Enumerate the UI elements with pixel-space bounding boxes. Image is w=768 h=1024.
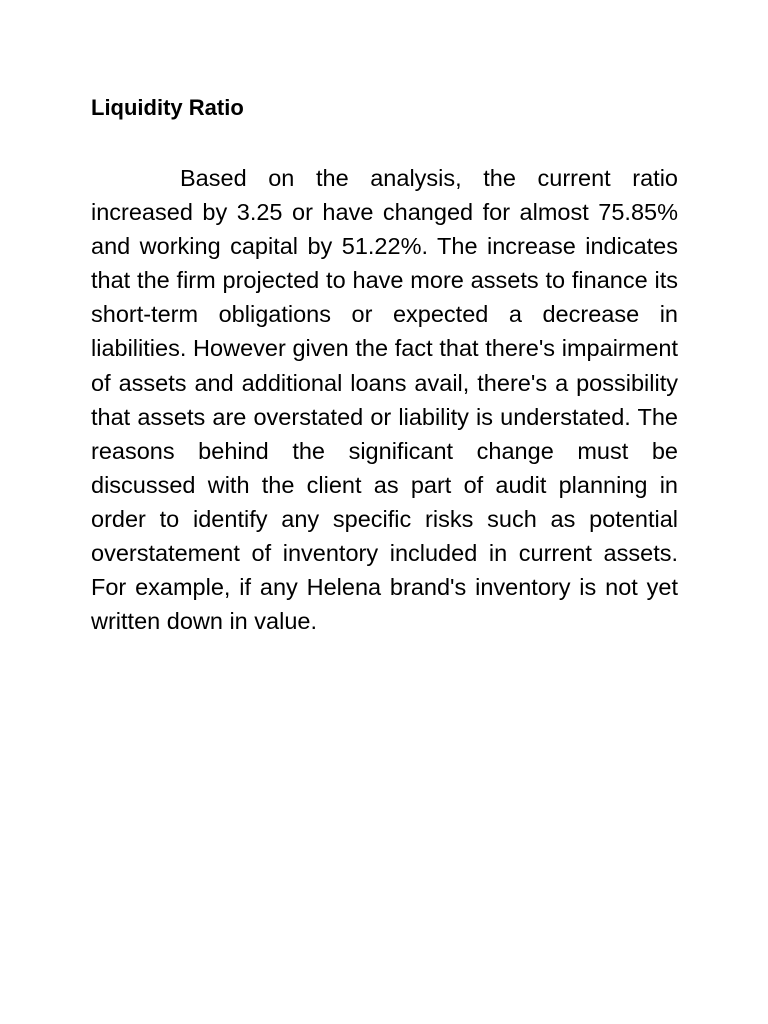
body-paragraph: Based on the analysis, the current ratio increased by 3.25 or have changed for almost 75.85% and working capital by 51.22%. The increase indicates that the firm projected to have more assets to finance its short-term obligations or expected a decrease in liabilities. However given the fact that there's impairment of assets and additional loans avail, there's a possibility that assets are overstated or liability is understated. The reasons behind the significant change must be discussed with the client as part of audit planning in order to identify any specific risks such as potential overstatement of inventory included in current assets. For example, if any Helena brand's inventory is not yet written down in value. <box>91 165 678 635</box>
section-heading: Liquidity Ratio <box>91 95 244 120</box>
